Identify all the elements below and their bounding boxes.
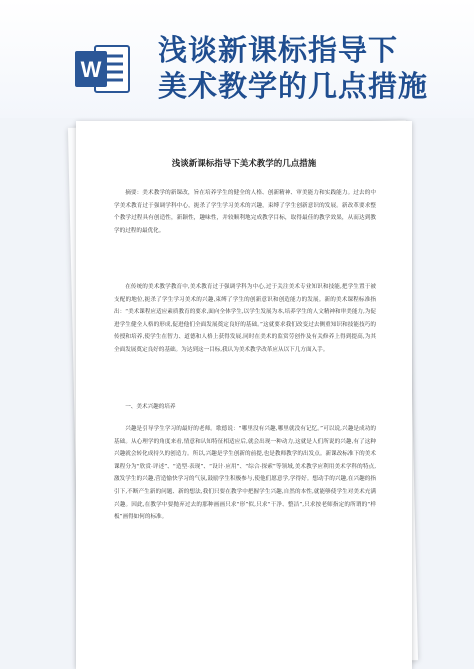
banner-title-line2: 美术教学的几点措施 — [158, 69, 429, 103]
body-paragraph-1: 在传统的美术教学教育中,美术教育过于强调学科为中心,过于关注美术专业知识和技能,把学生置于被支配的地位,扼杀了学生学习美术的兴趣,束缚了学生的创新意识和创造能力的发展。新的美术课程标准指出：“美术课程应适应素质教育的要求,面向全体学生,以学生发展为本,培养学生的人文精神和审美能力,为促进学生健全人格的形成,促进他们全面发展奠定良好的基础。”这就要求我们改变过去侧重知识和技能技巧的传授和培养,使学生在智力、道德和人格上获得发展,同时在美术的监赏劳创作及有关修养上得到提高,为其全面发展奠定良好的基础。为达到这一目标,我认为美术教学改革应从以下几方面入手。 — [114, 284, 376, 353]
word-document-icon — [73, 44, 133, 94]
document-title: 浅谈新课标指导下美术教学的几点措施 — [171, 159, 317, 169]
body-paragraph-2: 兴趣是引导学生学习的最好的老师。歌德说：“哪里没有兴趣,哪里就没有记忆。”可以说,兴趣是成功的基础。从心理学的角度来看,情意和认知特征相适应后,就会出现一种动力,这就是人们所说的兴趣,有了这种兴趣就会转化成持久的创造力。所以,兴趣是学生创新的前提,也是教师教学的出发点。新课改标准下的美术课程分为“欣赏·评述”、“造型·表现”、“设计·应用”、“综合·探索”等领域,美术教学应利用美术学科的特点,激发学生的兴趣,营造愉快学习的气氛,鼓励学生积极参与,使他们愿意学,学得好。想动手的兴趣,在兴趣的指引下,不断产生新的问题、新的想法,我们只要在教学中把握学生兴趣,自然的本性,就能够使学生对美术充满兴趣。因此,在教学中要抛弃过去的那种画画只求“形”似,只求“干净、整洁”,只求按老师指定的所谓的“样板”画得如何的标准。 — [114, 426, 376, 521]
banner-title-line1: 浅谈新课标指导下 — [158, 33, 399, 67]
banner-header — [0, 0, 474, 118]
section-heading-1: 一、美术兴趣的培养 — [125, 404, 176, 410]
word-icon-letter: W — [80, 57, 102, 82]
abstract-paragraph: 摘要：美术教学的新课改，旨在培养学生的健全的人格、创新精神、审美能力和实践能力。过去的中学美术教育过于强调学科中心，扼杀了学生学习美术的兴趣，束缚了学生创新意识的发展。新改革要求整个教学过程具有创造性，新颖性，趣味性，并较顺利地完成教学目标，取得最佳的教学效果，从而达到教学的过程的最优化。 — [114, 190, 376, 234]
document-page — [76, 121, 412, 669]
